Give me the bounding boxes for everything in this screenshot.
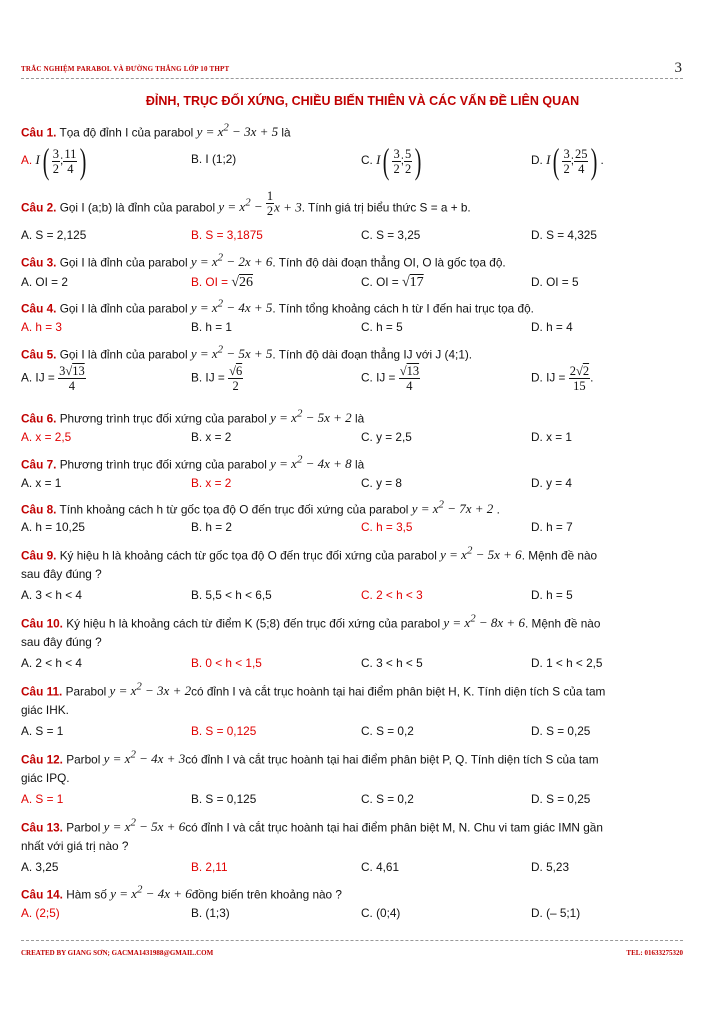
question-8: Câu 8. Tính khoảng cách h từ gốc tọa độ O đến trục đối xứng của parabol $y = x^2 - 7x + 2$ .	[21, 499, 500, 517]
option-d[interactable]: D. x = 1	[531, 430, 572, 444]
question-2: Câu 2. Gọi I (a;b) là đỉnh của parabol $y = x^2$ − $\frac{1}{2}$ x + 3. Tính giá trị biểu thức S = a + b.	[21, 188, 471, 218]
option-c[interactable]: C. 4,61	[361, 860, 400, 874]
page-number: 3	[674, 60, 682, 76]
question-end: là	[281, 125, 291, 140]
option-c[interactable]: C. I( $\frac{3}{2}$ ; $\frac{5}{2}$ )	[361, 141, 422, 181]
option-a[interactable]: A. h = 3	[21, 320, 62, 334]
question-11-cont: giác IHK.	[21, 703, 69, 717]
option-b[interactable]: B. 0 < h < 1,5	[191, 656, 262, 670]
option-d[interactable]: D. IJ = $\frac{2√2}{15}$ .	[531, 364, 594, 393]
option-d[interactable]: D. OI = 5	[531, 275, 579, 289]
question-6: Câu 6. Phương trình trục đối xứng của parabol $y = x^2 - 5x + 2$ là	[21, 408, 365, 426]
question-12: Câu 12. Parbol $y = x^2 - 4x$ + 3có đỉnh I và cắt trục hoành tại hai điểm phân biệt P, Q. Tính diện tích S của tam	[21, 749, 599, 767]
option-b[interactable]: B. h = 2	[191, 520, 232, 534]
section-title: ĐỈNH, TRỤC ĐỐI XỨNG, CHIỀU BIẾN THIÊN VÀ CÁC VẤN ĐỀ LIÊN QUAN	[145, 94, 580, 108]
option-b[interactable]: B. x = 2	[191, 430, 232, 444]
option-d[interactable]: D. (– 5;1)	[531, 906, 581, 920]
option-c[interactable]: C. y = 8	[361, 476, 402, 490]
option-b[interactable]: B. S = 3,1875	[191, 228, 263, 242]
option-b[interactable]: B. h = 1	[191, 320, 232, 334]
option-c[interactable]: C. h = 3,5	[361, 520, 413, 534]
option-b[interactable]: B. (1;3)	[191, 906, 230, 920]
option-a[interactable]: A. S = 2,125	[21, 228, 87, 242]
question-4: Câu 4. Gọi I là đỉnh của parabol $y = x^2 - 4x + 5$. Tính tổng khoảng cách h từ I đến hai trục tọa độ.	[21, 298, 534, 316]
footer-credit: CREATED BY GIANG SƠN; GACMA1431988@GMAIL.COM	[21, 949, 214, 957]
question-14: Câu 14. Hàm số $y = x^2 - 4x$ + 6đồng biến trên khoảng nào ?	[21, 884, 342, 902]
option-b[interactable]: B. S = 0,125	[191, 724, 257, 738]
option-a[interactable]: A. I( $\frac{3}{2}$ ; $\frac{11}{4}$ )	[21, 141, 87, 181]
header-divider	[21, 78, 683, 79]
option-d[interactable]: D. h = 4	[531, 320, 573, 334]
option-a[interactable]: A. 3 < h < 4	[21, 588, 82, 602]
running-header: TRẮC NGHIỆM PARABOL VÀ ĐƯỜNG THẲNG LỚP 10 THPT	[21, 65, 230, 73]
question-10: Câu 10. Ký hiệu h là khoảng cách từ điểm K (5;8) đến trục đối xứng của parabol $y = x^2 - 8x + 6$. Mệnh đề nào	[21, 613, 601, 631]
option-a[interactable]: A. S = 1	[21, 724, 64, 738]
option-d[interactable]: D. I( $\frac{3}{2}$ ; $\frac{25}{4}$ ) .	[531, 141, 604, 181]
option-d[interactable]: D. h = 5	[531, 588, 573, 602]
question-3: Câu 3. Gọi I là đỉnh của parabol $y = x^2 - 2x + 6$. Tính độ dài đoạn thẳng OI, O là gốc tọa độ.	[21, 252, 506, 270]
option-d[interactable]: D. 5,23	[531, 860, 570, 874]
option-a[interactable]: A. x = 1	[21, 476, 62, 490]
option-d[interactable]: D. y = 4	[531, 476, 572, 490]
option-c[interactable]: C. (0;4)	[361, 906, 401, 920]
question-1	[21, 120, 683, 140]
option-c[interactable]: C. IJ = $\frac{√13}{4}$	[361, 364, 420, 393]
option-c[interactable]: C. h = 5	[361, 320, 403, 334]
option-d[interactable]: D. 1 < h < 2,5	[531, 656, 603, 670]
option-c[interactable]: C. S = 0,2	[361, 792, 414, 806]
question-label: Câu 1.	[21, 125, 57, 140]
question-10-cont: sau đây đúng ?	[21, 635, 102, 649]
option-b[interactable]: B. 2,11	[191, 860, 228, 874]
option-a[interactable]: A. OI = 2	[21, 275, 68, 289]
formula: $y = x^2 - 3x + 5$	[196, 122, 279, 140]
option-a[interactable]: A. h = 10,25	[21, 520, 85, 534]
question-9: Câu 9. Ký hiệu h là khoảng cách từ gốc tọa độ O đến trục đối xứng của parabol $y = x^2 - 5x + 6$. Mệnh đề nào	[21, 545, 598, 563]
footer-divider	[21, 940, 683, 941]
option-b[interactable]: B. IJ = $\frac{√6}{2}$	[191, 364, 243, 393]
option-b[interactable]: B. I (1;2)	[191, 152, 237, 166]
option-a[interactable]: A. 2 < h < 4	[21, 656, 82, 670]
option-c[interactable]: C. S = 0,2	[361, 724, 414, 738]
option-c[interactable]: C. 2 < h < 3	[361, 588, 423, 602]
option-c[interactable]: C. y = 2,5	[361, 430, 412, 444]
footer-phone: TEL: 01633275320	[626, 949, 683, 957]
option-a[interactable]: A. (2;5)	[21, 906, 60, 920]
option-b[interactable]: B. 5,5 < h < 6,5	[191, 588, 272, 602]
question-13-cont: nhất với giá trị nào ?	[21, 839, 129, 853]
option-d[interactable]: D. S = 0,25	[531, 792, 591, 806]
option-c[interactable]: C. S = 3,25	[361, 228, 421, 242]
question-7: Câu 7. Phương trình trục đối xứng của parabol $y = x^2 - 4x + 8$ là	[21, 454, 365, 472]
option-a[interactable]: A. IJ = $\frac{3√13}{4}$	[21, 364, 85, 393]
question-text: Tọa độ đỉnh I của parabol	[59, 125, 194, 140]
question-5: Câu 5. Gọi I là đỉnh của parabol $y = x^2 - 5x + 5$. Tính độ dài đoạn thẳng IJ với J (4;1).	[21, 344, 473, 362]
option-a[interactable]: A. S = 1	[21, 792, 64, 806]
option-d[interactable]: D. h = 7	[531, 520, 573, 534]
option-a[interactable]: A. x = 2,5	[21, 430, 72, 444]
option-a[interactable]: A. 3,25	[21, 860, 59, 874]
option-b[interactable]: B. S = 0,125	[191, 792, 257, 806]
question-12-cont: giác IPQ.	[21, 771, 70, 785]
option-b[interactable]: B. x = 2	[191, 476, 232, 490]
question-13: Câu 13. Parbol $y = x^2 - 5x$ + 6có đỉnh I và cắt trục hoành tại hai điểm phân biệt M, N. Chu vi tam giác IMN gần	[21, 817, 603, 835]
question-9-cont: sau đây đúng ?	[21, 567, 102, 581]
option-d[interactable]: D. S = 0,25	[531, 724, 591, 738]
question-11: Câu 11. Parabol $y = x^2 - 3x$ + 2có đỉnh I và cắt trục hoành tại hai điểm phân biệt H, K. Tính diện tích S của tam	[21, 681, 606, 699]
option-c[interactable]: C. 3 < h < 5	[361, 656, 423, 670]
option-d[interactable]: D. S = 4,325	[531, 228, 597, 242]
option-b[interactable]: B. OI = √26	[191, 275, 254, 290]
option-c[interactable]: C. OI = √17	[361, 275, 424, 290]
